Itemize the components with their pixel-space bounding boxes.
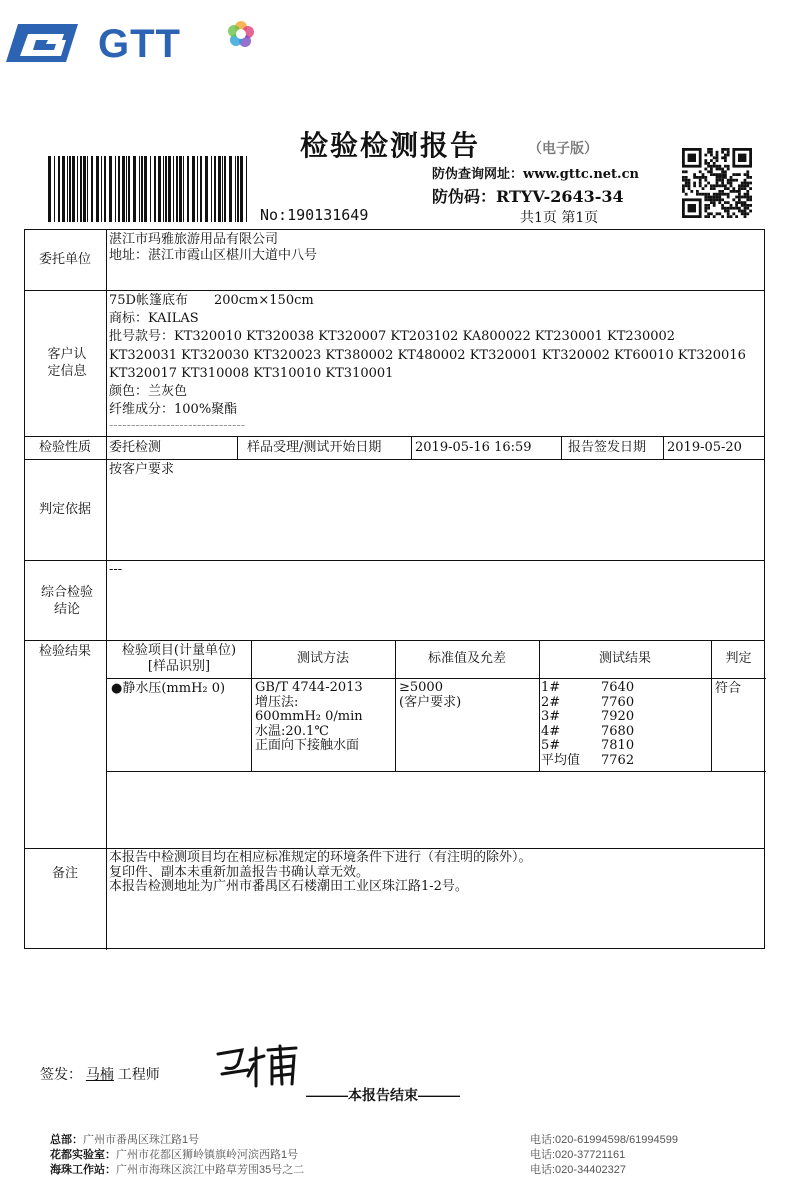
- results-header-item: [107, 643, 251, 675]
- method-line: 正面向下接触水面: [255, 738, 360, 753]
- nature-value: 委托检测: [109, 440, 162, 455]
- conclusion-value: ---: [109, 562, 123, 577]
- footer-phone: 电话:020-37721161: [530, 1149, 626, 1161]
- method-line: GB/T 4744-2013: [255, 680, 363, 695]
- result-row: [541, 681, 661, 696]
- report-table: [24, 229, 765, 949]
- handwritten-signature-icon: [212, 1040, 302, 1090]
- received-date-label: 样品受理/测试开始日期: [247, 440, 382, 455]
- result-row: [541, 754, 661, 769]
- gtt-logo-icon: [6, 24, 78, 62]
- result-value: 7920: [601, 709, 635, 725]
- result-row: [541, 739, 661, 754]
- footer-label: 海珠工作站：: [50, 1164, 116, 1176]
- issued-date-label: 报告签发日期: [568, 440, 647, 455]
- remark-line: 复印件、副本未重新加盖报告书确认章无效。: [109, 864, 370, 880]
- result-id: 5#: [541, 738, 561, 754]
- footer-phone: 电话:020-34402327: [530, 1164, 627, 1176]
- remark-line: 本报告中检测项目均在相应标准规定的环境条件下进行（有注明的除外）。: [109, 850, 532, 865]
- basis-label: 判定依据: [38, 502, 91, 517]
- qr-code-icon: [682, 148, 752, 218]
- result-id: 2#: [541, 694, 561, 710]
- result-value: 7680: [601, 723, 635, 739]
- received-date-value: 2019-05-16 16:59: [415, 440, 532, 455]
- result-value: 7760: [601, 694, 635, 710]
- remarks-label: 备注: [51, 866, 78, 881]
- results-header-method: 测试方法: [296, 651, 349, 666]
- footer-address: 广州市海珠区滨江中路草芳围35号之二: [116, 1164, 305, 1176]
- result-id: 3#: [541, 709, 561, 725]
- report-title: 检验检测报告: [300, 129, 481, 162]
- footer-label: 总部：: [50, 1134, 83, 1146]
- result-value: 7640: [601, 680, 635, 695]
- result-method: [255, 681, 363, 754]
- footer-line: [50, 1133, 304, 1148]
- brand-flower-icon: [225, 18, 257, 50]
- footer-label: 花都实验室：: [50, 1149, 116, 1161]
- remarks-text: [109, 851, 532, 895]
- result-item: ●静水压(mmH₂ 0): [111, 681, 226, 696]
- brand-logo-text: GTT: [98, 22, 181, 66]
- footer-line: [50, 1148, 304, 1163]
- edition-label: （电子版）: [528, 141, 598, 157]
- results-header-judgment: 判定: [725, 651, 752, 666]
- result-row: [541, 696, 661, 711]
- basis-value: 按客户要求: [109, 462, 175, 477]
- page-count: 共1页 第1页: [520, 210, 599, 226]
- client-address: 地址：湛江市霞山区椹川大道中八号: [109, 248, 318, 263]
- result-standard: [399, 681, 461, 710]
- signature-label: 签发：: [40, 1066, 82, 1082]
- conclusion-label: 综合检验结论: [41, 585, 94, 617]
- standard-line: (客户要求): [399, 694, 462, 710]
- header-item-id: [样品识别]: [147, 659, 211, 674]
- signer-title: 工程师: [117, 1066, 160, 1082]
- result-value: 7762: [601, 752, 635, 768]
- barcode-icon: [46, 156, 254, 222]
- signer-name: 马楠: [85, 1066, 114, 1082]
- signature-block: [40, 1064, 160, 1084]
- footer-addresses: [50, 1133, 304, 1178]
- sample-line: 商标：KAILAS: [109, 311, 199, 327]
- result-id: 平均值: [541, 752, 581, 768]
- result-id: 4#: [541, 723, 561, 739]
- sample-line: 纤维成分：100%聚酯: [109, 402, 238, 418]
- result-values: [541, 681, 661, 769]
- footer-address: 广州市番禺区珠江路1号: [83, 1134, 200, 1146]
- report-end-text: ———本报告结束———: [306, 1087, 460, 1103]
- nature-label: 检验性质: [38, 440, 91, 455]
- footer-address: 广州市花都区狮岭镇旗岭河滨西路1号: [116, 1149, 299, 1161]
- result-id: 1#: [541, 680, 561, 695]
- sample-info: [109, 292, 746, 433]
- footer-phone: 电话:020-61994598/61994599: [530, 1134, 679, 1146]
- sample-label: 客户认定信息: [47, 347, 87, 379]
- method-line: 600mmH₂ 0/min: [255, 709, 363, 724]
- results-label: 检验结果: [38, 644, 91, 659]
- sample-line: 颜色：兰灰色: [109, 384, 188, 400]
- remark-line: 本报告检测地址为广州市番禺区石楼潮田工业区珠江路1-2号。: [109, 879, 468, 894]
- issued-date-value: 2019-05-20: [667, 440, 742, 455]
- verify-code: 防伪码：RTYV-2643-34: [432, 187, 624, 206]
- footer-line: [50, 1163, 304, 1178]
- client-label: 委托单位: [38, 252, 91, 267]
- report-number: No:190131649: [260, 206, 369, 224]
- sample-line: KT320017 KT310008 KT310010 KT310001: [109, 365, 394, 381]
- sample-line: -------------------------------: [109, 418, 246, 434]
- results-header-result: 测试结果: [598, 651, 651, 666]
- sample-line: 批号款号：KT320010 KT320038 KT320007 KT203102 KA800022 KT230001 KT230002: [109, 329, 676, 345]
- verify-url: 防伪查询网址：www.gttc.net.cn: [432, 167, 639, 182]
- result-row: [541, 725, 661, 740]
- sample-line: KT320031 KT320030 KT320023 KT380002 KT480002 KT320001 KT320002 KT60010 KT320016: [109, 347, 746, 363]
- result-row: [541, 710, 661, 725]
- header-item-name: 检验项目(计量单位): [121, 643, 237, 658]
- client-name: 湛江市玛雅旅游用品有限公司: [109, 232, 279, 247]
- result-judgment: 符合: [715, 681, 742, 696]
- sample-line: 75D帐篷底布 200cm×150cm: [109, 293, 314, 308]
- method-line: 水温:20.1℃: [255, 723, 329, 739]
- results-header-standard: 标准值及允差: [427, 651, 506, 666]
- standard-line: ≥5000: [399, 680, 443, 695]
- footer-phones: [530, 1133, 678, 1178]
- result-value: 7810: [601, 738, 635, 754]
- method-line: 增压法:: [255, 694, 299, 710]
